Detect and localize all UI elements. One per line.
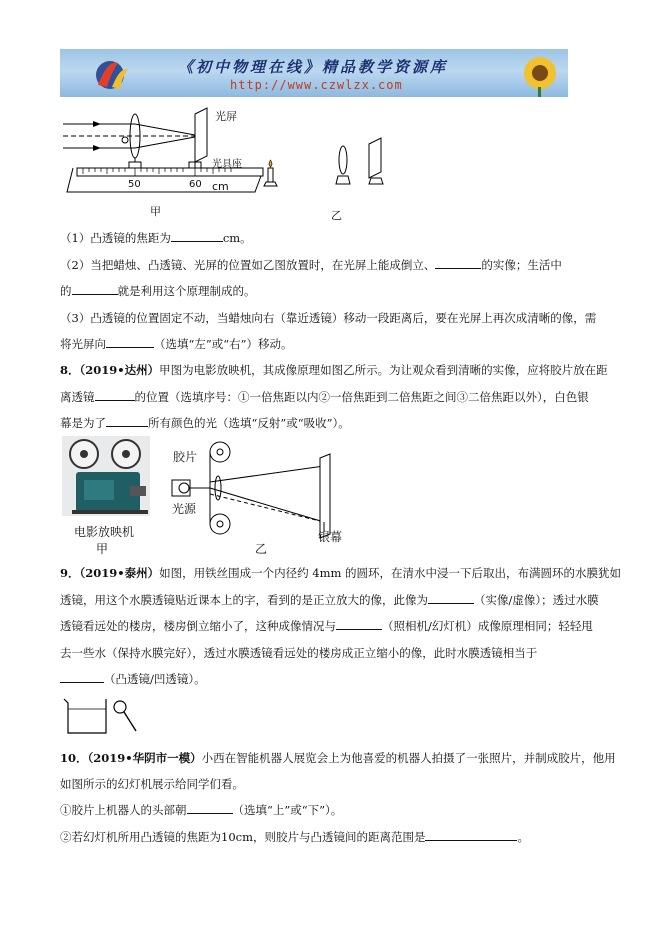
answer-blank[interactable] — [187, 802, 233, 814]
beaker-and-loop-figure — [62, 695, 142, 737]
screen-label-2: 银幕 — [318, 530, 343, 544]
unit-label: cm — [212, 180, 229, 193]
q8-line1: 8．（2019•达州）甲图为电影放映机，其成像原理如图乙所示。为让观众看到清晰的实像，应将胶片放在距 — [60, 363, 608, 377]
answer-blank[interactable] — [106, 336, 154, 348]
tick-60: 60 — [189, 179, 202, 190]
film-label: 胶片 — [173, 450, 198, 464]
caption-jia: 甲 — [150, 205, 161, 218]
q9-line5: （凸透镜/凹透镜）。 — [60, 671, 206, 687]
q8-line2: 离透镜 的位置（选填序号：①一倍焦距以内②一倍焦距到二倍焦距之间③二倍焦距以外），白色银 — [60, 390, 589, 404]
q10-line2: 如图所示的幻灯机展示给同学们看。 — [60, 777, 244, 791]
screen-icon — [369, 138, 383, 184]
header-banner — [60, 49, 568, 97]
q9-line2: 透镜，用这个水膜透镜贴近课本上的字，看到的是正立放大的像，此像为 （实像/虚像）；透过水膜 — [60, 593, 599, 607]
answer-blank[interactable] — [106, 415, 148, 427]
tick-50: 50 — [128, 179, 141, 190]
caption-yi-2: 乙 — [255, 542, 268, 556]
banner-title: 《初中物理在线》精品教学资源库 — [178, 58, 449, 76]
screen-label: 光屏 — [215, 110, 237, 123]
caption-jia-2: 甲 — [96, 542, 109, 556]
answer-blank[interactable] — [95, 389, 135, 401]
beaker-icon — [64, 699, 106, 733]
answer-blank[interactable] — [425, 829, 517, 841]
q7-part2-cont: 的 就是利用这个原理制成的。 — [60, 284, 256, 298]
answer-blank[interactable] — [428, 592, 474, 604]
q7-part1: （1）凸透镜的焦距为 cm。 — [60, 231, 252, 245]
q8-line3: 幕是为了 所有颜色的光（选填“反射”或“吸收”）。 — [60, 416, 350, 430]
light-source-icon — [172, 480, 190, 496]
wire-loop-icon — [114, 701, 136, 731]
q9-line3: 透镜看远处的楼房，楼房倒立缩小了，这种成像情况与 （照相机/幻灯机）成像原理相同；轻轻甩 — [60, 619, 593, 633]
q9-line1: 9．（2019•泰州）如图，用铁丝围成一个内径约 4mm 的圆环，在清水中浸一下后取出，布满圆环的水膜犹如 — [60, 566, 622, 580]
answer-blank[interactable] — [336, 618, 382, 630]
q9-line4: 去一些水（保持水膜完好），透过水膜透镜看远处的楼房成正立缩小的像，此时水膜透镜相当于 — [60, 646, 538, 660]
q7-part2: （2）当把蜡烛、凸透镜、光屏的位置如乙图放置时，在光屏上能成倒立、 的实像；生活中 — [60, 258, 562, 272]
q7-part3: （3）凸透镜的位置固定不动，当蜡烛向右（靠近透镜）移动一段距离后，要在光屏上再次成清晰的像，需 — [60, 311, 597, 325]
lens-icon — [336, 146, 350, 184]
light-source-label: 光源 — [172, 502, 197, 516]
answer-blank[interactable] — [60, 671, 104, 683]
candle-icon — [264, 160, 277, 186]
banner-url[interactable]: http://www.czwlzx.com — [230, 78, 403, 92]
caption-yi: 乙 — [331, 209, 342, 222]
q7-part3-cont: 将光屏向 （选填“左”或“右”）移动。 — [60, 337, 293, 351]
answer-blank[interactable] — [435, 257, 481, 269]
answer-blank[interactable] — [171, 230, 223, 242]
film-reels-diagram — [210, 442, 230, 534]
bench-label: 光具座 — [212, 159, 242, 170]
projector-label: 电影放映机 — [74, 525, 135, 539]
q10-line3: ①胶片上机器人的头部朝 （选填“上”或“下”）。 — [60, 803, 343, 817]
q10-line4: ②若幻灯机所用凸透镜的焦距为10cm，则胶片与凸透镜间的距离范围是 。 — [60, 830, 529, 844]
answer-blank[interactable] — [72, 283, 118, 295]
q10-line1: 10．（2019•华阴市一模）小西在智能机器人展览会上为他喜爱的机器人拍摄了一张照片，并制成胶片，他用 — [60, 751, 616, 765]
